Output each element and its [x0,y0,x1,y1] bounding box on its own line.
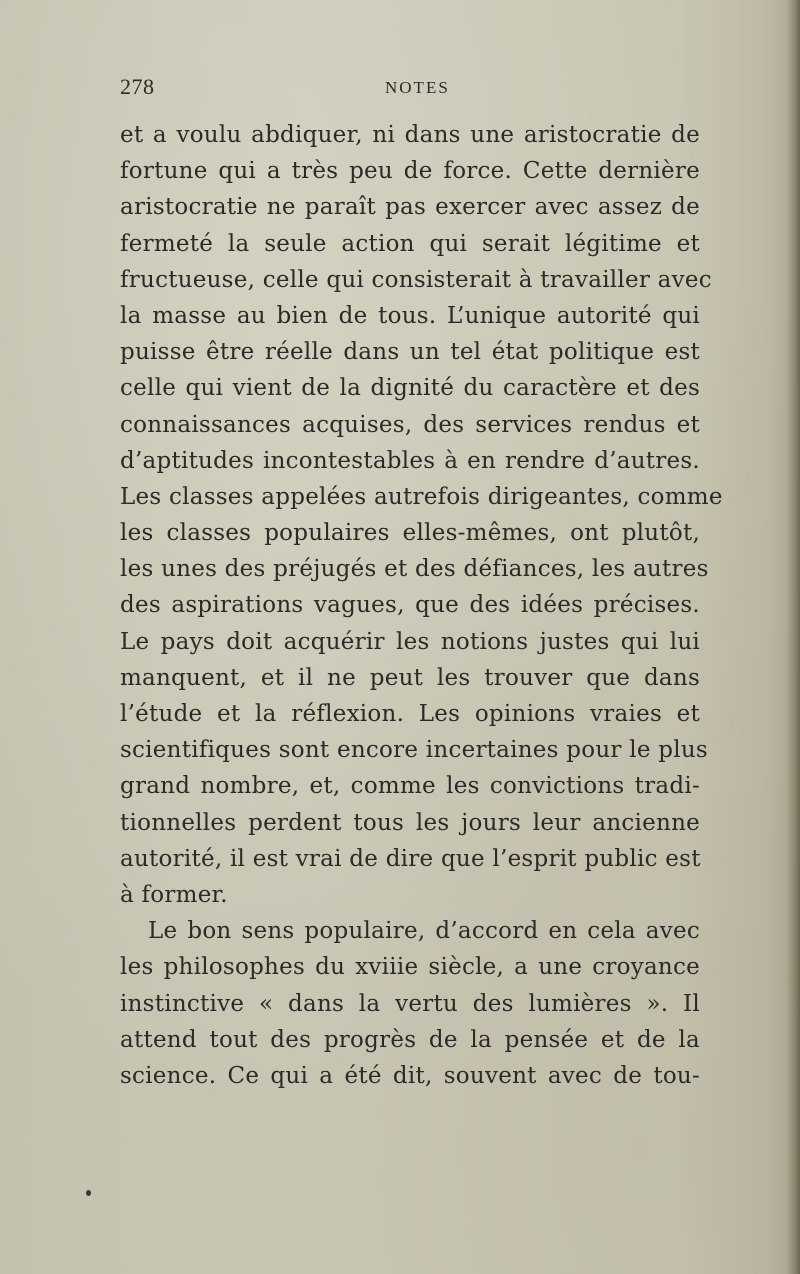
text-line: attend tout des progrès de la pensée et de la [120,1026,700,1053]
text-line: l’étude et la réflexion. Les opinions vraies et [120,701,700,727]
text-line: d’aptitudes incontestables à en rendre d’autres. [120,447,700,474]
text-line: puisse être réelle dans un tel état politique est [120,339,700,366]
text-line: les classes populaires elles-mêmes, ont plutôt, [120,520,700,547]
page-header [120,74,700,104]
text-line: instinctive « dans la vertu des lumières ». Il [120,990,700,1017]
text-line: les unes des préjugés et des défiances, les autres [120,556,709,583]
text-line: tionnelles perdent tous les jours leur ancienne [120,809,700,836]
text-line: fortune qui a très peu de force. Cette dernière [120,158,700,185]
text-line-paragraph-start: Le bon sens populaire, d’accord en cela avec [148,918,700,945]
text-line: manquent, et il ne peut les trouver que dans [120,664,700,691]
text-line: autorité, il est vrai de dire que l’esprit public est [120,845,701,872]
page-edge-shadow [786,0,800,1274]
body-text [120,117,723,1094]
text-line: scientifiques sont encore incertaines pour le plus [120,737,708,764]
text-line: la masse au bien de tous. L’unique autorité qui [120,302,700,329]
text-line: et a voulu abdiquer, ni dans une aristocratie de [120,122,700,148]
text-line: Les classes appelées autrefois dirigeantes, comme [120,483,723,510]
text-line: fermeté la seule action qui serait légitime et [120,230,700,257]
running-head: NOTES [385,78,450,97]
ink-speck [86,1190,91,1196]
text-line-paragraph-end: à former. [120,881,228,908]
text-line: aristocratie ne paraît pas exercer avec assez de [120,194,700,221]
text-line: Le pays doit acquérir les notions justes qui lui [120,628,700,655]
page-number: 278 [120,74,155,99]
text-line: celle qui vient de la dignité du caractère et des [120,375,700,402]
text-line: fructueuse, celle qui consisterait à travailler avec [120,266,712,293]
text-line: connaissances acquises, des services rendus et [120,411,700,438]
text-line: des aspirations vagues, que des idées précises. [120,592,700,619]
text-line: les philosophes du xviiie siècle, a une croyance [120,954,700,981]
text-line: grand nombre, et, comme les convictions tradi- [120,773,700,800]
text-line: science. Ce qui a été dit, souvent avec de tou- [120,1062,700,1089]
